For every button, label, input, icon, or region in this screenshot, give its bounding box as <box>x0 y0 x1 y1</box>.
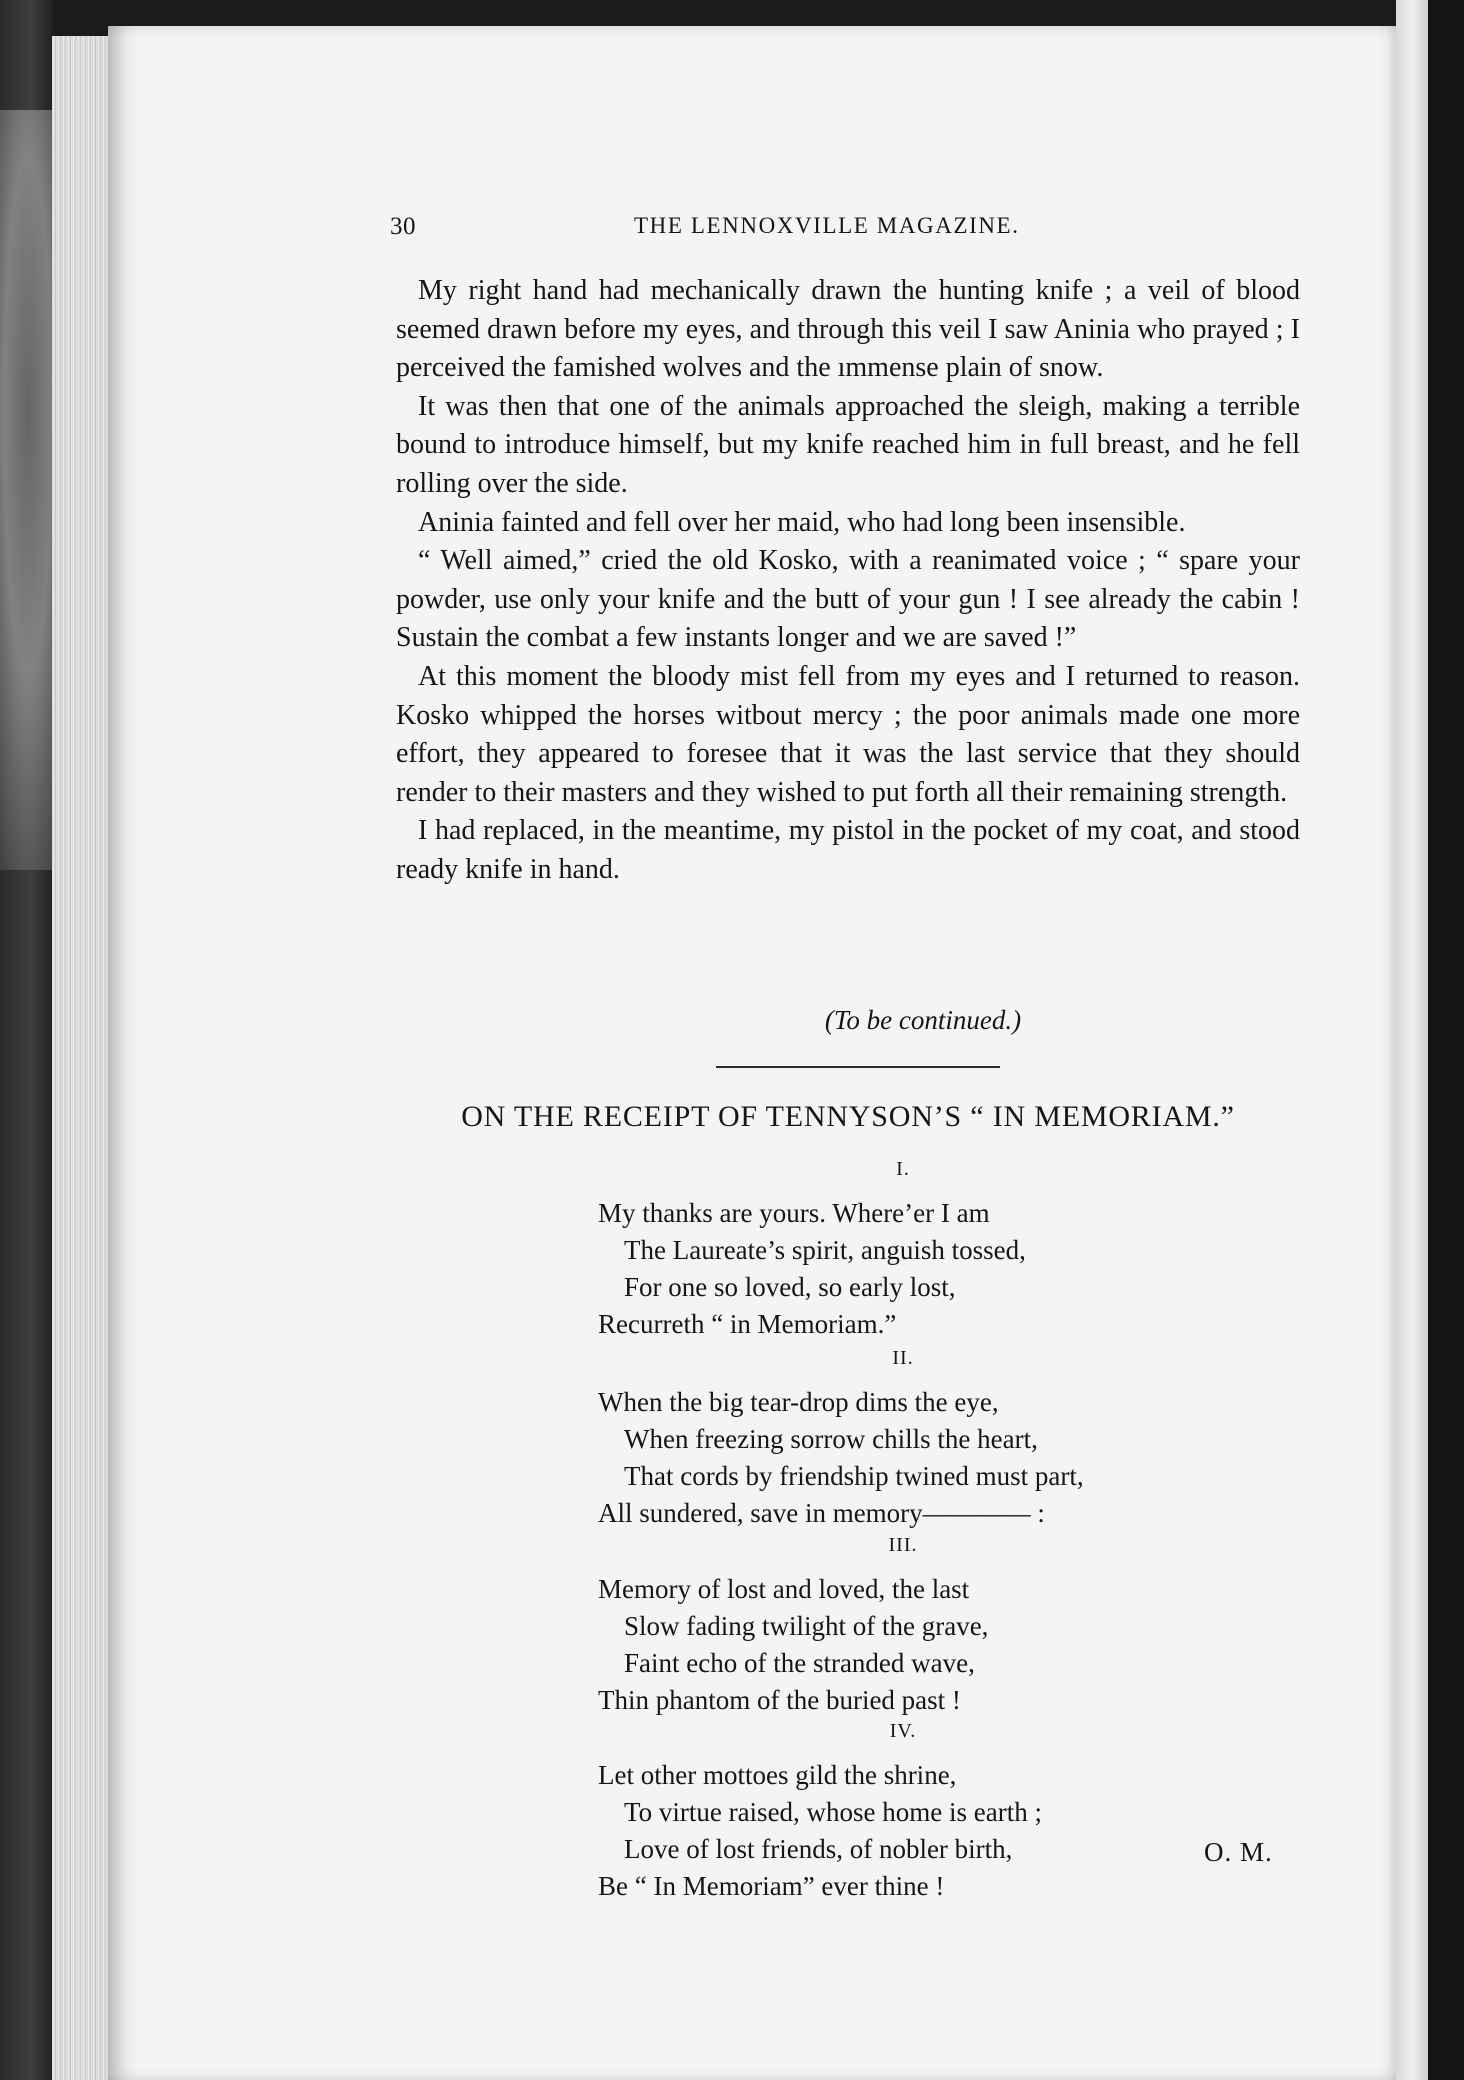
poem-line: Memory of lost and loved, the last <box>598 1574 970 1604</box>
poem-line: The Laureate’s spirit, anguish tossed, <box>624 1235 1026 1265</box>
poem-line: When freezing sorrow chills the heart, <box>624 1424 1038 1454</box>
magazine-title: THE LENNOXVILLE MAGAZINE. <box>634 213 1020 238</box>
stanza-number: III. <box>888 1534 918 1556</box>
paragraph: I had replaced, in the meantime, my pistol in the pocket of my coat, and stood ready knife in hand. <box>396 815 1300 885</box>
paragraph: “ Well aimed,” cried the old Kosko, with a reanimated voice ; “ spare your powder, use only your knife and the butt of your gun ! I see already the cabin ! Sustain the combat a few instants longer and we are saved !” <box>396 545 1300 654</box>
paragraph: At this moment the bloody mist fell from my eyes and I returned to reason. Kosko whipped the horses witbout mercy ; the poor animals made one more effort, they appeared to foresee that it was the last service that they should render to their masters and they wished to put forth all their remaining strength. <box>396 660 1300 808</box>
paragraph: Aninia fainted and fell over her maid, who had long been insensible. <box>418 506 1186 538</box>
page-number: 30 <box>390 213 416 240</box>
author-signature: O. M. <box>1204 1837 1273 1867</box>
poem-line: Let other mottoes gild the shrine, <box>598 1760 957 1790</box>
poem-line: Love of lost friends, of nobler birth, <box>624 1834 1013 1864</box>
stanza <box>598 1571 1238 1719</box>
paragraph: It was then that one of the animals approached the sleigh, making a terrible bound to introduce himself, but my knife reached him in full breast, and he fell rolling over the side. <box>396 390 1300 499</box>
stanza <box>598 1757 1238 1905</box>
stanza-number: IV. <box>889 1720 917 1742</box>
poem-line: Recurreth “ in Memoriam.” <box>598 1309 897 1339</box>
story-text <box>396 272 1300 890</box>
scan-border <box>1428 0 1464 2080</box>
poem-line: For one so loved, so early lost, <box>624 1272 956 1302</box>
poem-line: All sundered, save in memory———— : <box>598 1498 1045 1528</box>
facing-page-edge <box>1396 0 1428 2080</box>
poem-line: That cords by friendship twined must part, <box>624 1461 1084 1491</box>
poem-line: My thanks are yours. Where’er I am <box>598 1198 990 1228</box>
poem-line: Be “ In Memoriam” ever thine ! <box>598 1871 945 1901</box>
poem-line: Slow fading twilight of the grave, <box>624 1611 989 1641</box>
to-be-continued: (To be continued.) <box>824 1005 1022 1035</box>
paragraph: My right hand had mechanically drawn the hunting knife ; a veil of blood seemed drawn before my eyes, and through this veil I saw Aninia who prayed ; I perceived the famished wolves and the ımmense plain of snow. <box>396 275 1300 384</box>
stanza <box>598 1384 1238 1532</box>
poem-line: Thin phantom of the buried past ! <box>598 1685 961 1715</box>
poem-line: Faint echo of the stranded wave, <box>624 1648 975 1678</box>
poem-line: To virtue raised, whose home is earth ; <box>624 1797 1042 1827</box>
stanza-number: I. <box>896 1158 910 1180</box>
running-head <box>390 213 1298 253</box>
section-divider <box>716 1066 1000 1068</box>
poem-line: When the big tear-drop dims the eye, <box>598 1387 999 1417</box>
poem-title: ON THE RECEIPT OF TENNYSON’S “ IN MEMORIAM.” <box>461 1100 1235 1133</box>
page-edges <box>52 36 112 2080</box>
stanza-number: II. <box>892 1347 914 1369</box>
stanza <box>598 1195 1238 1343</box>
